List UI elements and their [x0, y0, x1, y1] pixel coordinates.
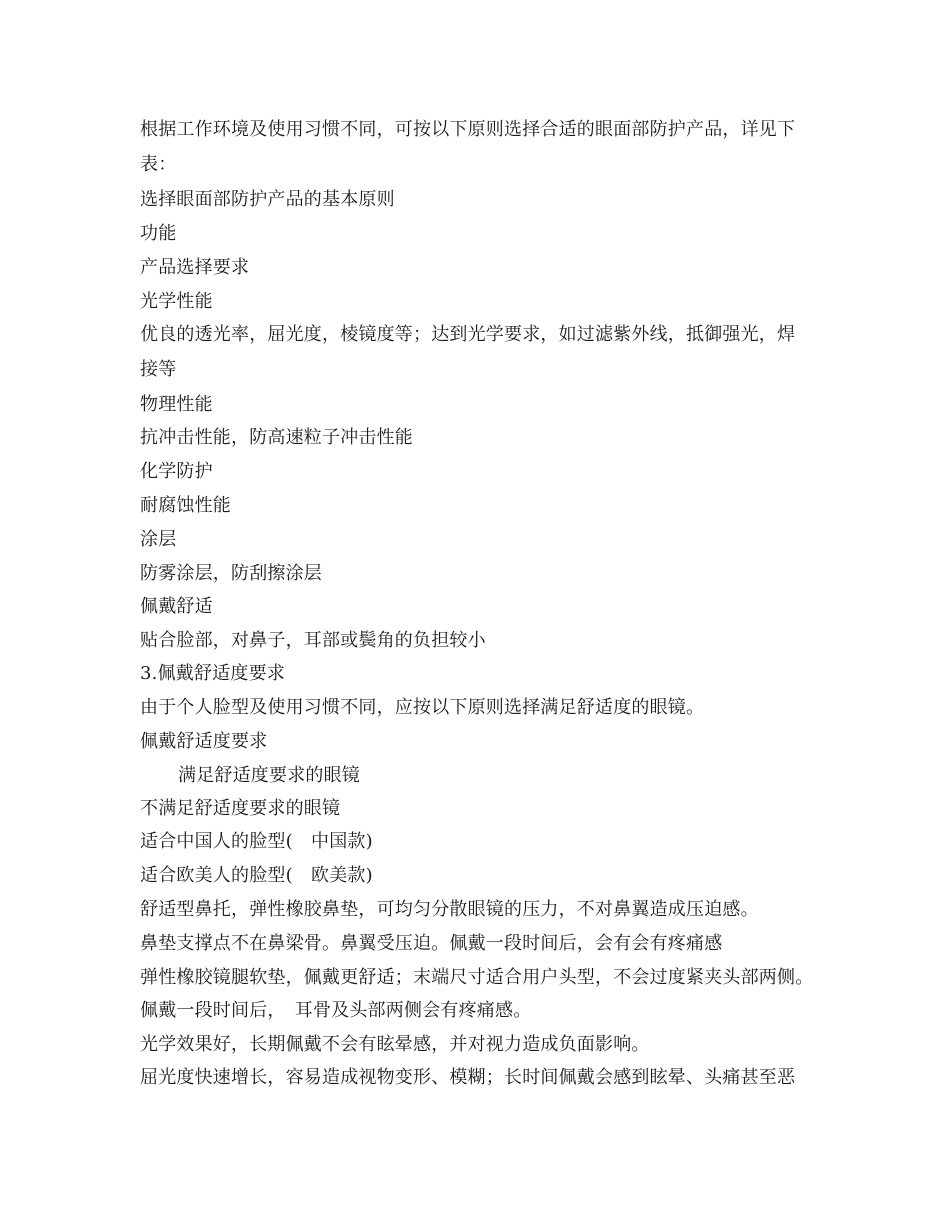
table-cell-comfort-desc: 贴合脸部，对鼻子，耳部或鬓角的负担较小 — [140, 630, 486, 651]
comfort-table-cell-temple-good: 弹性橡胶镜腿软垫，佩戴更舒适；末端尺寸适合用户头型，不会过度紧夹头部两侧。 — [140, 967, 814, 988]
table-cell-optical-desc-1: 优良的透光率，屈光度，棱镜度等；达到光学要求，如过滤紫外线，抵御强光，焊 — [140, 324, 796, 345]
table-header-requirement: 产品选择要求 — [140, 257, 250, 278]
comfort-table-cell-optical-bad: 屈光度快速增长，容易造成视物变形、模糊；长时间佩戴会感到眩晕、头痛甚至恶 — [140, 1067, 796, 1088]
comfort-table-title: 佩戴舒适度要求 — [140, 731, 268, 752]
table-cell-optical-desc-2: 接等 — [140, 359, 177, 380]
comfort-table-cell-western-fit: 适合欧美人的脸型( 欧美款) — [140, 865, 373, 886]
comfort-table-cell-chinese-fit: 适合中国人的脸型( 中国款) — [140, 831, 373, 852]
table-cell-coating: 涂层 — [140, 529, 177, 550]
comfort-table-cell-temple-bad: 佩戴一段时间后， 耳骨及头部两侧会有疼痛感。 — [140, 1000, 532, 1021]
table-cell-optical: 光学性能 — [140, 291, 213, 312]
intro-paragraph-line-2: 表： — [140, 154, 177, 175]
intro-paragraph-line-1: 根据工作环境及使用习惯不同，可按以下原则选择合适的眼面部防护产品，详见下 — [140, 119, 796, 140]
comfort-table-header-bad: 不满足舒适度要求的眼镜 — [140, 798, 341, 819]
table-cell-physical-desc: 抗冲击性能，防高速粒子冲击性能 — [140, 427, 413, 448]
comfort-table-cell-optical-good: 光学效果好，长期佩戴不会有眩晕感，并对视力造成负面影响。 — [140, 1034, 650, 1055]
table-title: 选择眼面部防护产品的基本原则 — [140, 189, 395, 210]
comfort-table-cell-nosepad-bad: 鼻垫支撑点不在鼻梁骨。鼻翼受压迫。佩戴一段时间后，会有会有疼痛感 — [140, 933, 723, 954]
table-header-function: 功能 — [140, 223, 177, 244]
section-heading: 3.佩戴舒适度要求 — [140, 663, 285, 684]
table-cell-chemical-desc: 耐腐蚀性能 — [140, 495, 231, 516]
table-cell-chemical: 化学防护 — [140, 461, 213, 482]
comfort-table-header-good: 满足舒适度要求的眼镜 — [178, 765, 360, 786]
table-cell-physical: 物理性能 — [140, 394, 213, 415]
table-cell-comfort: 佩戴舒适 — [140, 596, 213, 617]
comfort-table-cell-nosepad-good: 舒适型鼻托，弹性橡胶鼻垫，可均匀分散眼镜的压力，不对鼻翼造成压迫感。 — [140, 899, 759, 920]
table-cell-coating-desc: 防雾涂层，防刮擦涂层 — [140, 563, 322, 584]
section-paragraph: 由于个人脸型及使用习惯不同，应按以下原则选择满足舒适度的眼镜。 — [140, 697, 705, 718]
